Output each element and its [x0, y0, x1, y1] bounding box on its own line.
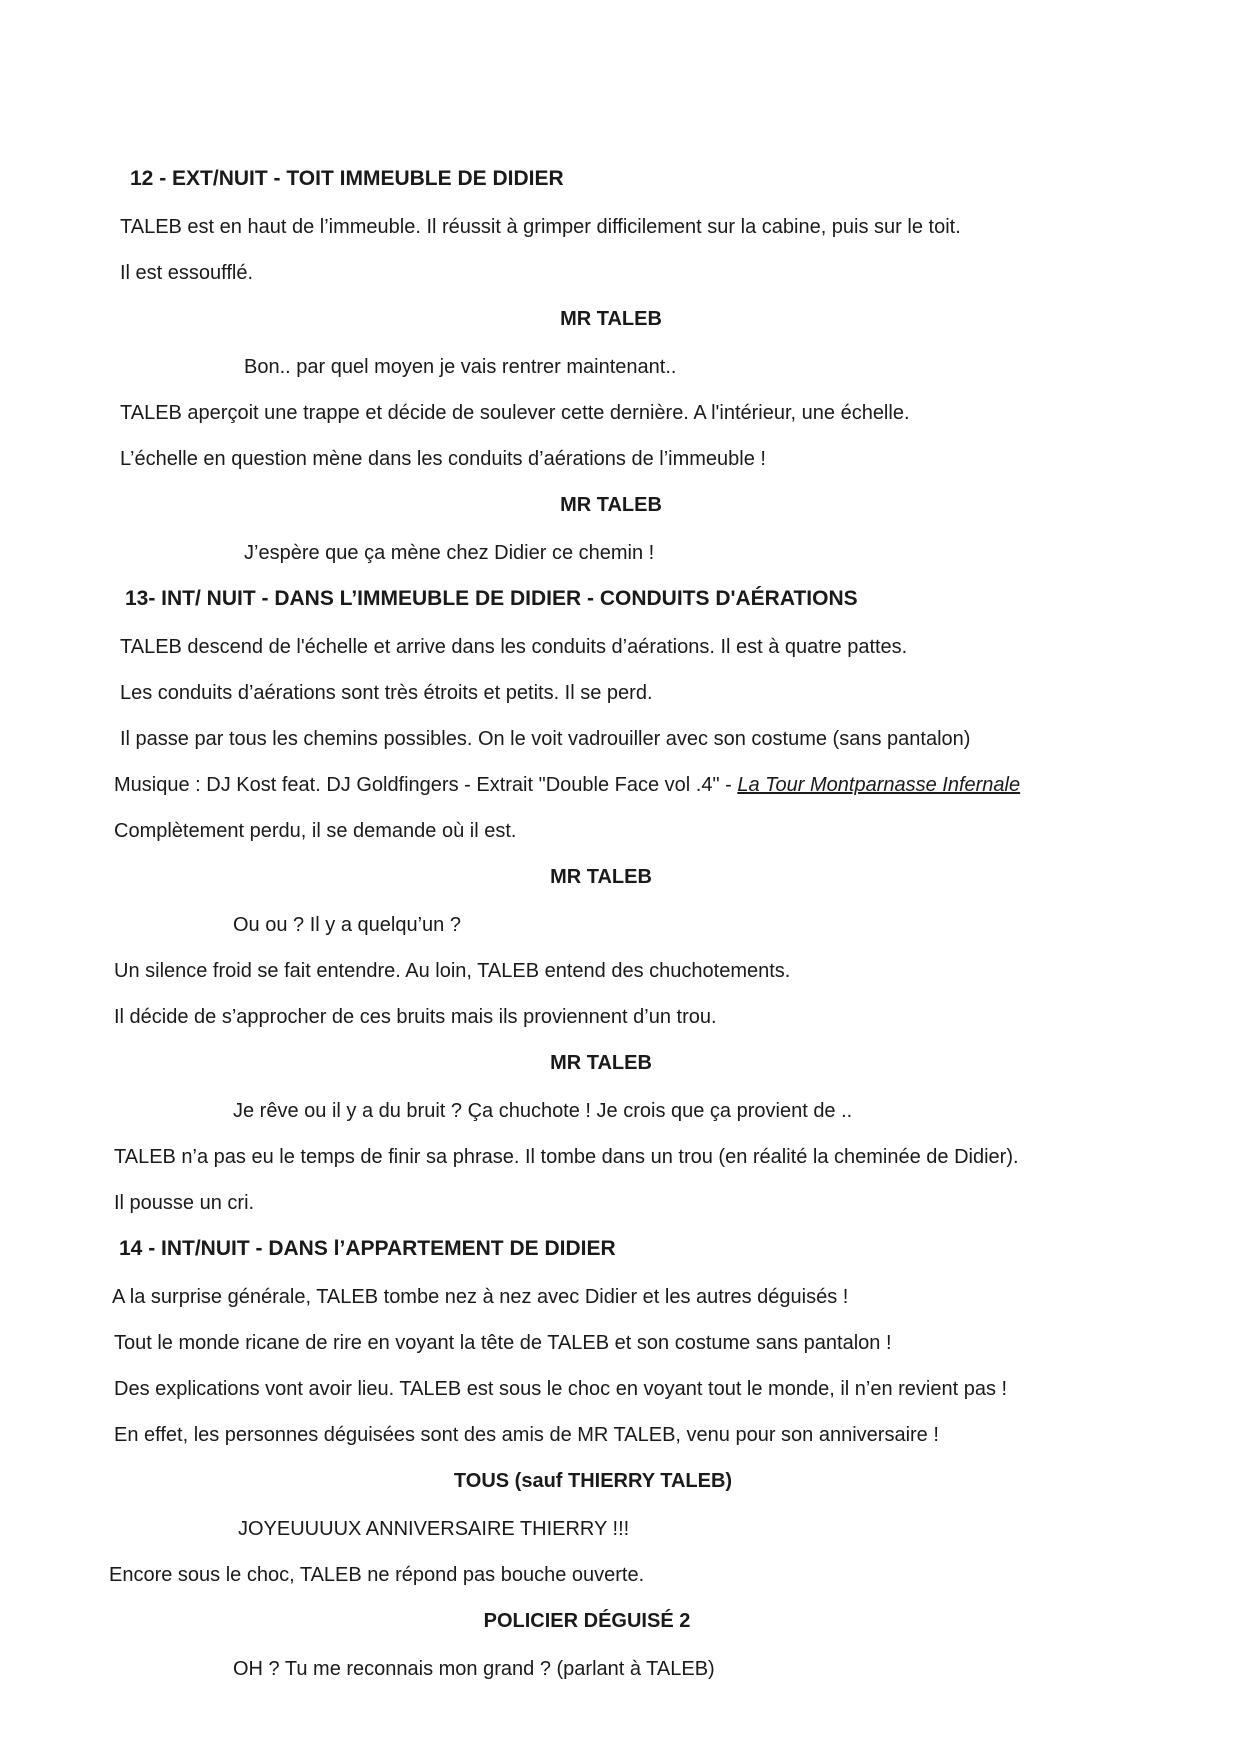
- action-line: A la surprise générale, TALEB tombe nez à nez avec Didier et les autres déguisés !: [112, 1286, 849, 1308]
- music-credit: [114, 772, 1020, 798]
- dialogue-line: Ou ou ? Il y a quelqu’un ?: [233, 914, 461, 936]
- action-line: Il pousse un cri.: [114, 1192, 255, 1214]
- action-line: Un silence froid se fait entendre. Au loin, TALEB entend des chuchotements.: [114, 960, 791, 982]
- action-line: Il décide de s’approcher de ces bruits mais ils proviennent d’un trou.: [114, 1006, 717, 1028]
- action-line: Il est essoufflé.: [120, 262, 254, 284]
- action-line: TALEB n’a pas eu le temps de finir sa phrase. Il tombe dans un trou (en réalité la cheminée de Didier).: [114, 1146, 1019, 1168]
- character-name: MR TALEB: [560, 494, 662, 516]
- dialogue-line: JOYEUUUUX ANNIVERSAIRE THIERRY !!!: [238, 1518, 630, 1540]
- scene-heading: 14 - INT/NUIT - DANS l’APPARTEMENT DE DIDIER: [119, 1237, 616, 1260]
- action-line: Des explications vont avoir lieu. TALEB est sous le choc en voyant tout le monde, il n’en revient pas !: [114, 1378, 1008, 1400]
- action-line: TALEB aperçoit une trappe et décide de soulever cette dernière. A l'intérieur, une échelle.: [120, 402, 910, 424]
- action-line: Les conduits d’aérations sont très étroits et petits. Il se perd.: [120, 682, 653, 704]
- action-line: Complètement perdu, il se demande où il est.: [114, 820, 517, 842]
- action-line: Il passe par tous les chemins possibles. On le voit vadrouiller avec son costume (sans pantalon): [120, 728, 971, 750]
- action-line: Tout le monde ricane de rire en voyant la tête de TALEB et son costume sans pantalon !: [114, 1332, 892, 1354]
- action-line: TALEB est en haut de l’immeuble. Il réussit à grimper difficilement sur la cabine, puis sur le toit.: [120, 216, 961, 238]
- scene-heading: 13- INT/ NUIT - DANS L’IMMEUBLE DE DIDIER - CONDUITS D'AÉRATIONS: [125, 587, 858, 610]
- dialogue-line: Bon.. par quel moyen je vais rentrer maintenant..: [244, 356, 677, 378]
- scene-heading: 12 - EXT/NUIT - TOIT IMMEUBLE DE DIDIER: [130, 167, 564, 190]
- music-track-link[interactable]: La Tour Montparnasse Infernale: [737, 774, 1021, 796]
- dialogue-line: OH ? Tu me reconnais mon grand ? (parlant à TALEB): [233, 1658, 715, 1680]
- character-name: MR TALEB: [550, 1052, 652, 1074]
- action-line: L’échelle en question mène dans les conduits d’aérations de l’immeuble !: [120, 448, 766, 470]
- character-name: MR TALEB: [550, 866, 652, 888]
- action-line: Encore sous le choc, TALEB ne répond pas bouche ouverte.: [109, 1564, 645, 1586]
- dialogue-line: J’espère que ça mène chez Didier ce chemin !: [244, 542, 655, 564]
- character-name: POLICIER DÉGUISÉ 2: [483, 1610, 691, 1632]
- action-line: En effet, les personnes déguisées sont des amis de MR TALEB, venu pour son anniversaire !: [114, 1424, 939, 1446]
- action-line: TALEB descend de l'échelle et arrive dans les conduits d’aérations. Il est à quatre pattes.: [120, 636, 908, 658]
- character-name: MR TALEB: [560, 308, 662, 330]
- music-credit-text: Musique : DJ Kost feat. DJ Goldfingers - Extrait "Double Face vol .4" -: [114, 774, 738, 796]
- character-name: TOUS (sauf THIERRY TALEB): [453, 1470, 733, 1492]
- dialogue-line: Je rêve ou il y a du bruit ? Ça chuchote ! Je crois que ça provient de ..: [233, 1100, 853, 1122]
